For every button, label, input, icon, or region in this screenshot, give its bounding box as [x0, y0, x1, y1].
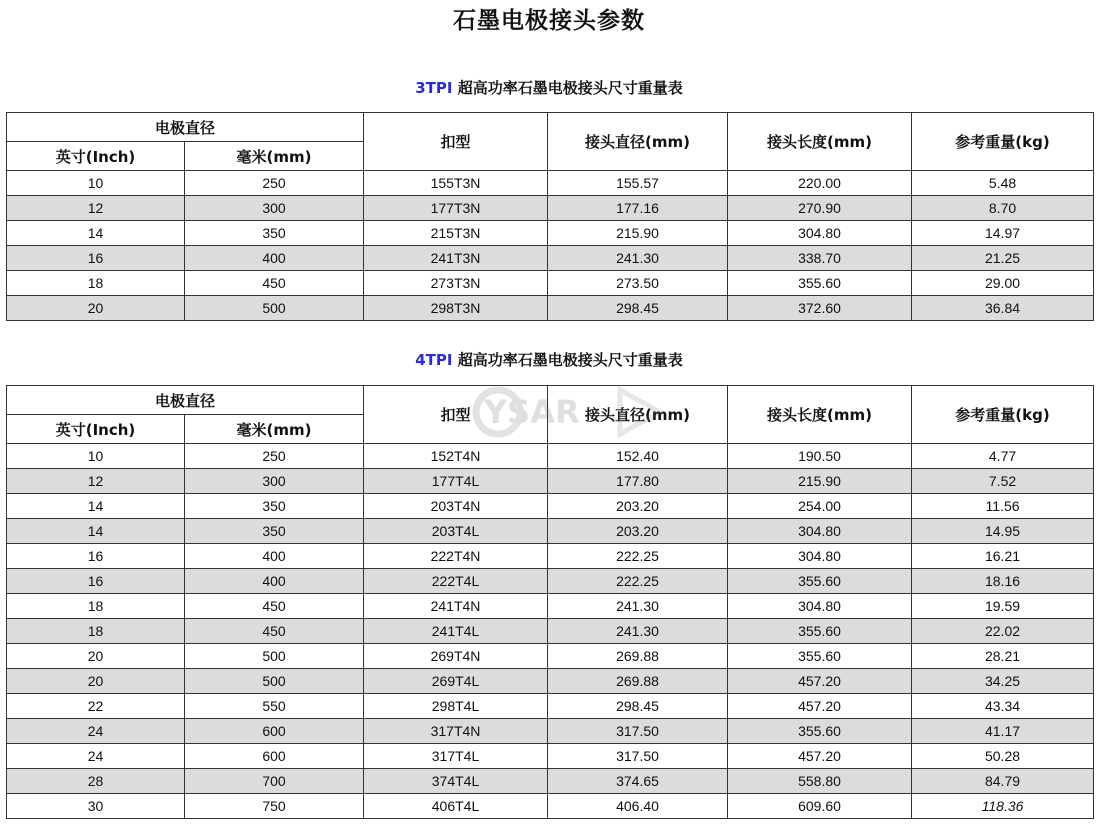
- table-row: [7, 444, 1094, 469]
- table-row: [7, 296, 1094, 321]
- cell-thread-type: 177T4L: [364, 469, 548, 494]
- cell-nipple-diameter: 298.45: [548, 694, 728, 719]
- cell-nipple-diameter: 317.50: [548, 719, 728, 744]
- cell-nipple-diameter: 317.50: [548, 744, 728, 769]
- header-inch: 英寸(Inch): [7, 142, 185, 171]
- table-row: [7, 719, 1094, 744]
- cell-mm: 450: [185, 619, 364, 644]
- cell-ref-weight: 84.79: [912, 769, 1094, 794]
- spec-table-4tpi: [6, 385, 1094, 819]
- cell-nipple-diameter: 222.25: [548, 569, 728, 594]
- cell-mm: 400: [185, 544, 364, 569]
- cell-ref-weight: 14.95: [912, 519, 1094, 544]
- cell-inch: 18: [7, 594, 185, 619]
- cell-inch: 18: [7, 271, 185, 296]
- section-title-4tpi: [0, 349, 1098, 370]
- cell-mm: 350: [185, 221, 364, 246]
- cell-nipple-length: 355.60: [728, 619, 912, 644]
- cell-nipple-length: 215.90: [728, 469, 912, 494]
- cell-inch: 12: [7, 469, 185, 494]
- page-title: 石墨电极接头参数: [453, 8, 645, 34]
- cell-thread-type: 241T3N: [364, 246, 548, 271]
- cell-mm: 500: [185, 644, 364, 669]
- cell-thread-type: 222T4L: [364, 569, 548, 594]
- cell-nipple-length: 338.70: [728, 246, 912, 271]
- cell-thread-type: 374T4L: [364, 769, 548, 794]
- cell-mm: 450: [185, 271, 364, 296]
- table-row: [7, 221, 1094, 246]
- cell-inch: 10: [7, 444, 185, 469]
- table-row: [7, 569, 1094, 594]
- cell-nipple-diameter: 152.40: [548, 444, 728, 469]
- cell-mm: 350: [185, 519, 364, 544]
- cell-mm: 350: [185, 494, 364, 519]
- table-body: [7, 171, 1094, 321]
- cell-nipple-diameter: 203.20: [548, 519, 728, 544]
- cell-mm: 450: [185, 594, 364, 619]
- table-row: [7, 694, 1094, 719]
- cell-nipple-length: 220.00: [728, 171, 912, 196]
- cell-ref-weight: 19.59: [912, 594, 1094, 619]
- cell-mm: 550: [185, 694, 364, 719]
- cell-thread-type: 298T3N: [364, 296, 548, 321]
- cell-mm: 500: [185, 296, 364, 321]
- table-row: [7, 644, 1094, 669]
- cell-nipple-length: 558.80: [728, 769, 912, 794]
- table-row: [7, 494, 1094, 519]
- cell-inch: 20: [7, 644, 185, 669]
- header-nipple-length: 接头长度(mm): [728, 386, 912, 444]
- cell-thread-type: 203T4L: [364, 519, 548, 544]
- cell-nipple-length: 190.50: [728, 444, 912, 469]
- cell-thread-type: 317T4L: [364, 744, 548, 769]
- cell-nipple-diameter: 177.16: [548, 196, 728, 221]
- cell-thread-type: 241T4L: [364, 619, 548, 644]
- cell-thread-type: 177T3N: [364, 196, 548, 221]
- cell-nipple-length: 457.20: [728, 744, 912, 769]
- section-title-text: 超高功率石墨电极接头尺寸重量表: [457, 351, 683, 369]
- header-electrode-diameter: 电极直径: [7, 113, 364, 142]
- cell-mm: 250: [185, 444, 364, 469]
- cell-inch: 22: [7, 694, 185, 719]
- cell-mm: 750: [185, 794, 364, 819]
- cell-nipple-length: 355.60: [728, 271, 912, 296]
- table-row: [7, 669, 1094, 694]
- cell-ref-weight: 14.97: [912, 221, 1094, 246]
- cell-nipple-diameter: 406.40: [548, 794, 728, 819]
- cell-nipple-length: 304.80: [728, 221, 912, 246]
- cell-nipple-length: 372.60: [728, 296, 912, 321]
- cell-thread-type: 203T4N: [364, 494, 548, 519]
- tpi-label: 3TPI: [415, 79, 453, 97]
- cell-ref-weight: 7.52: [912, 469, 1094, 494]
- cell-ref-weight: 11.56: [912, 494, 1094, 519]
- cell-thread-type: 269T4L: [364, 669, 548, 694]
- cell-nipple-length: 355.60: [728, 644, 912, 669]
- cell-thread-type: 241T4N: [364, 594, 548, 619]
- table-row: [7, 469, 1094, 494]
- cell-ref-weight: 5.48: [912, 171, 1094, 196]
- table-row: [7, 544, 1094, 569]
- cell-ref-weight: 118.36: [912, 794, 1094, 819]
- cell-thread-type: 152T4N: [364, 444, 548, 469]
- cell-nipple-diameter: 273.50: [548, 271, 728, 296]
- cell-ref-weight: 4.77: [912, 444, 1094, 469]
- cell-inch: 16: [7, 544, 185, 569]
- cell-mm: 400: [185, 569, 364, 594]
- cell-ref-weight: 22.02: [912, 619, 1094, 644]
- cell-nipple-diameter: 269.88: [548, 669, 728, 694]
- section-title-3tpi: [0, 77, 1098, 98]
- cell-inch: 18: [7, 619, 185, 644]
- table-row: [7, 744, 1094, 769]
- header-mm: 毫米(mm): [185, 142, 364, 171]
- cell-mm: 400: [185, 246, 364, 271]
- table-row: [7, 794, 1094, 819]
- tpi-label: 4TPI: [415, 351, 453, 369]
- section-title-text: 超高功率石墨电极接头尺寸重量表: [457, 79, 683, 97]
- cell-mm: 300: [185, 469, 364, 494]
- table-row: [7, 519, 1094, 544]
- cell-ref-weight: 29.00: [912, 271, 1094, 296]
- cell-mm: 500: [185, 669, 364, 694]
- header-electrode-diameter: 电极直径: [7, 386, 364, 415]
- cell-nipple-diameter: 241.30: [548, 619, 728, 644]
- cell-ref-weight: 28.21: [912, 644, 1094, 669]
- cell-ref-weight: 50.28: [912, 744, 1094, 769]
- table-row: [7, 271, 1094, 296]
- cell-thread-type: 317T4N: [364, 719, 548, 744]
- table-row: [7, 619, 1094, 644]
- cell-thread-type: 406T4L: [364, 794, 548, 819]
- cell-nipple-diameter: 177.80: [548, 469, 728, 494]
- cell-nipple-length: 304.80: [728, 544, 912, 569]
- cell-nipple-length: 355.60: [728, 569, 912, 594]
- cell-ref-weight: 16.21: [912, 544, 1094, 569]
- cell-ref-weight: 34.25: [912, 669, 1094, 694]
- table-row: [7, 246, 1094, 271]
- cell-thread-type: 215T3N: [364, 221, 548, 246]
- cell-inch: 12: [7, 196, 185, 221]
- cell-nipple-diameter: 374.65: [548, 769, 728, 794]
- header-thread-type: 扣型: [364, 386, 548, 444]
- cell-nipple-length: 355.60: [728, 719, 912, 744]
- cell-thread-type: 269T4N: [364, 644, 548, 669]
- cell-inch: 24: [7, 719, 185, 744]
- header-ref-weight: 参考重量(kg): [912, 386, 1094, 444]
- cell-nipple-diameter: 241.30: [548, 594, 728, 619]
- table-row: [7, 769, 1094, 794]
- cell-ref-weight: 41.17: [912, 719, 1094, 744]
- cell-nipple-diameter: 155.57: [548, 171, 728, 196]
- cell-mm: 600: [185, 744, 364, 769]
- table-row: [7, 594, 1094, 619]
- cell-nipple-length: 457.20: [728, 694, 912, 719]
- header-nipple-diameter: 接头直径(mm): [548, 386, 728, 444]
- header-mm: 毫米(mm): [185, 415, 364, 444]
- cell-ref-weight: 36.84: [912, 296, 1094, 321]
- cell-nipple-diameter: 203.20: [548, 494, 728, 519]
- cell-inch: 28: [7, 769, 185, 794]
- cell-nipple-length: 270.90: [728, 196, 912, 221]
- cell-ref-weight: 21.25: [912, 246, 1094, 271]
- cell-nipple-length: 609.60: [728, 794, 912, 819]
- cell-inch: 20: [7, 296, 185, 321]
- cell-thread-type: 298T4L: [364, 694, 548, 719]
- cell-mm: 700: [185, 769, 364, 794]
- header-nipple-diameter: 接头直径(mm): [548, 113, 728, 171]
- cell-inch: 30: [7, 794, 185, 819]
- cell-ref-weight: 43.34: [912, 694, 1094, 719]
- cell-inch: 10: [7, 171, 185, 196]
- header-thread-type: 扣型: [364, 113, 548, 171]
- header-inch: 英寸(Inch): [7, 415, 185, 444]
- cell-mm: 600: [185, 719, 364, 744]
- header-ref-weight: 参考重量(kg): [912, 113, 1094, 171]
- cell-nipple-length: 304.80: [728, 519, 912, 544]
- cell-inch: 16: [7, 246, 185, 271]
- header-nipple-length: 接头长度(mm): [728, 113, 912, 171]
- table-row: [7, 196, 1094, 221]
- cell-nipple-diameter: 215.90: [548, 221, 728, 246]
- cell-inch: 20: [7, 669, 185, 694]
- cell-inch: 16: [7, 569, 185, 594]
- spec-table-3tpi: [6, 112, 1094, 321]
- cell-nipple-length: 457.20: [728, 669, 912, 694]
- cell-inch: 14: [7, 494, 185, 519]
- cell-inch: 24: [7, 744, 185, 769]
- cell-inch: 14: [7, 221, 185, 246]
- cell-mm: 250: [185, 171, 364, 196]
- cell-ref-weight: 8.70: [912, 196, 1094, 221]
- cell-ref-weight: 18.16: [912, 569, 1094, 594]
- cell-mm: 300: [185, 196, 364, 221]
- table-body: [7, 444, 1094, 819]
- cell-thread-type: 273T3N: [364, 271, 548, 296]
- table-row: [7, 171, 1094, 196]
- cell-nipple-diameter: 298.45: [548, 296, 728, 321]
- cell-nipple-length: 254.00: [728, 494, 912, 519]
- cell-nipple-length: 304.80: [728, 594, 912, 619]
- cell-nipple-diameter: 222.25: [548, 544, 728, 569]
- cell-thread-type: 155T3N: [364, 171, 548, 196]
- cell-nipple-diameter: 241.30: [548, 246, 728, 271]
- cell-nipple-diameter: 269.88: [548, 644, 728, 669]
- cell-inch: 14: [7, 519, 185, 544]
- cell-thread-type: 222T4N: [364, 544, 548, 569]
